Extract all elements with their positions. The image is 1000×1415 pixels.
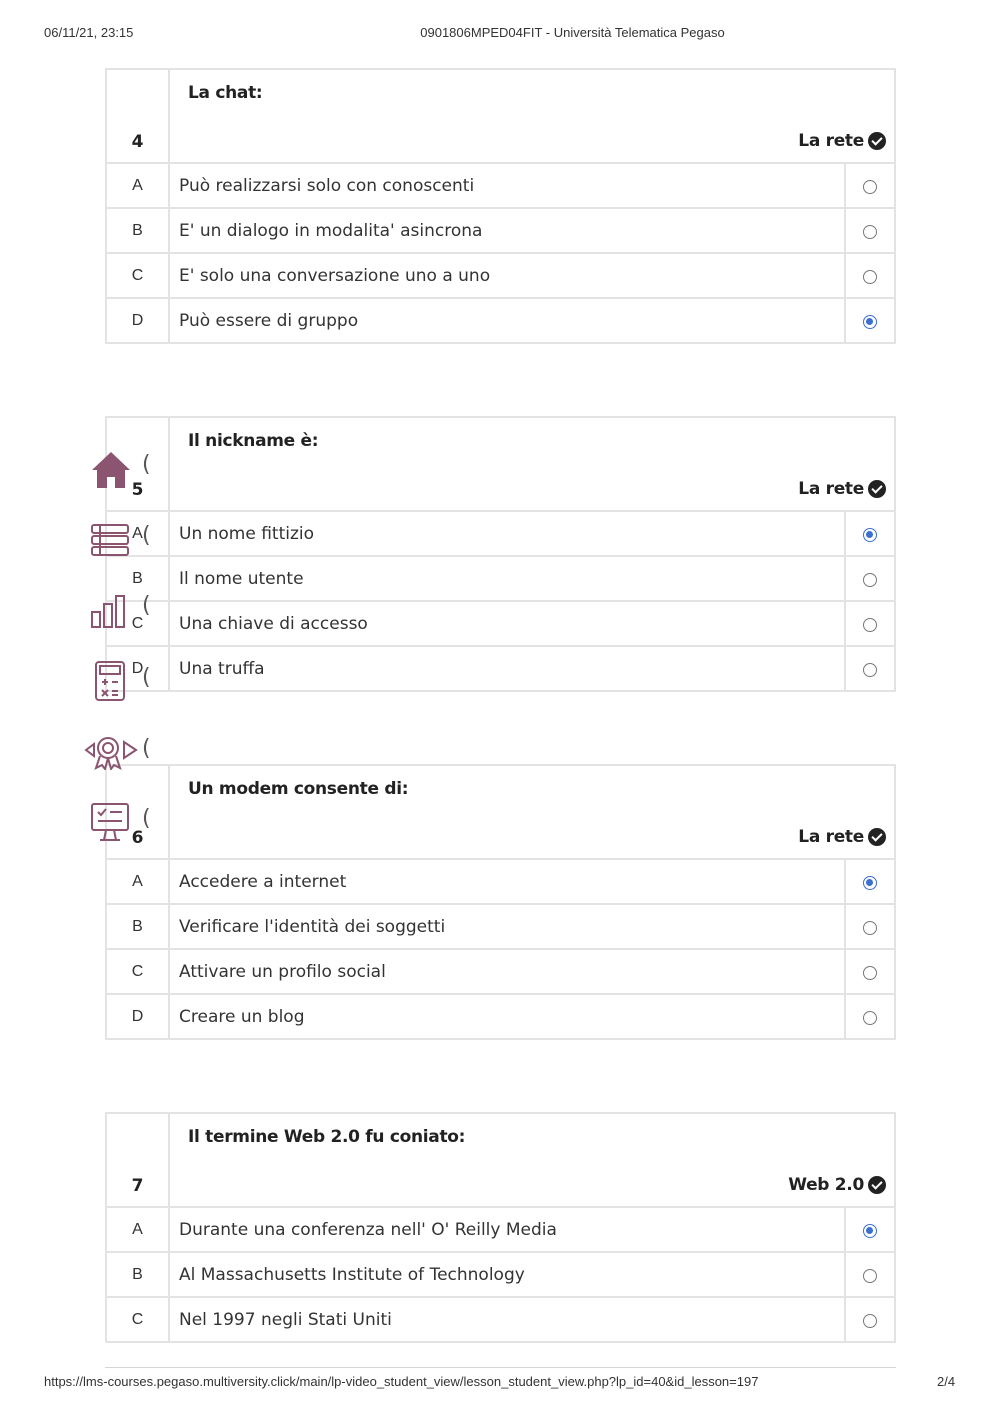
option-row[interactable]: [106, 904, 895, 949]
option-text: Può realizzarsi solo con conoscenti: [169, 163, 845, 208]
question-header: [169, 1113, 895, 1207]
radio-button-selected[interactable]: [863, 528, 877, 542]
option-row[interactable]: [106, 1252, 895, 1297]
check-circle-icon: [868, 828, 886, 846]
question-text: La chat:: [188, 83, 263, 103]
radio-button[interactable]: [863, 1269, 877, 1283]
topic-label: Web 2.0: [788, 1175, 886, 1195]
option-row[interactable]: [106, 994, 895, 1039]
option-text: Nel 1997 negli Stati Uniti: [169, 1297, 845, 1342]
option-letter: B: [106, 208, 169, 253]
books-icon[interactable]: [90, 522, 132, 558]
radio-button[interactable]: [863, 618, 877, 632]
option-letter: D: [106, 994, 169, 1039]
radio-button-selected[interactable]: [863, 876, 877, 890]
option-row[interactable]: [106, 556, 895, 601]
option-text: Creare un blog: [169, 994, 845, 1039]
menu-paren: (: [142, 665, 151, 690]
check-circle-icon: [868, 480, 886, 498]
footer-divider: [105, 1367, 896, 1368]
option-text: Il nome utente: [169, 556, 845, 601]
home-icon[interactable]: [90, 450, 132, 490]
option-text: Una chiave di accesso: [169, 601, 845, 646]
page-url: https://lms-courses.pegaso.multiversity.click/main/lp-video_student_view/lesson_student_view.php?lp_id=40&id_lesson=197: [44, 1374, 759, 1389]
option-row[interactable]: [106, 646, 895, 691]
monitor-checklist-icon[interactable]: [90, 802, 132, 842]
menu-paren: (: [142, 806, 151, 831]
radio-button[interactable]: [863, 966, 877, 980]
option-row[interactable]: [106, 1297, 895, 1342]
option-letter: C: [106, 601, 169, 646]
option-row[interactable]: [106, 298, 895, 343]
menu-paren: (: [142, 593, 151, 618]
question-number: 5: [106, 417, 169, 511]
radio-button-selected[interactable]: [863, 1224, 877, 1238]
option-text: Al Massachusetts Institute of Technology: [169, 1252, 845, 1297]
radio-button[interactable]: [863, 180, 877, 194]
radio-button[interactable]: [863, 225, 877, 239]
question-number: 6: [106, 765, 169, 859]
option-row[interactable]: [106, 163, 895, 208]
question-number: 7: [106, 1113, 169, 1207]
radio-button[interactable]: [863, 663, 877, 677]
option-letter: A: [106, 1207, 169, 1252]
option-letter: A: [106, 511, 169, 556]
option-row[interactable]: [106, 601, 895, 646]
menu-paren: (: [142, 523, 151, 548]
chart-icon[interactable]: [90, 594, 132, 630]
option-letter: C: [106, 1297, 169, 1342]
question-7: [105, 1112, 896, 1343]
radio-button[interactable]: [863, 1314, 877, 1328]
option-text: Un nome fittizio: [169, 511, 845, 556]
option-text: Attivare un profilo social: [169, 949, 845, 994]
topic-label: La rete: [798, 479, 886, 499]
option-letter: B: [106, 904, 169, 949]
option-letter: B: [106, 556, 169, 601]
option-row[interactable]: [106, 859, 895, 904]
topic-label: La rete: [798, 131, 886, 151]
question-header: [169, 417, 895, 511]
option-row[interactable]: [106, 1207, 895, 1252]
radio-button[interactable]: [863, 1011, 877, 1025]
print-title: 0901806MPED04FIT - Università Telematica Pegaso: [420, 25, 725, 40]
option-text: E' solo una conversazione uno a uno: [169, 253, 845, 298]
page-number: 2/4: [937, 1374, 956, 1389]
option-text: Una truffa: [169, 646, 845, 691]
option-letter: D: [106, 298, 169, 343]
option-letter: C: [106, 949, 169, 994]
radio-button[interactable]: [863, 573, 877, 587]
question-4: [105, 68, 896, 344]
check-circle-icon: [868, 132, 886, 150]
question-text: Il termine Web 2.0 fu coniato:: [188, 1127, 466, 1147]
print-header: [0, 25, 1000, 41]
option-letter: A: [106, 163, 169, 208]
option-letter: B: [106, 1252, 169, 1297]
option-text: Accedere a internet: [169, 859, 845, 904]
question-6: [105, 764, 896, 1040]
option-row[interactable]: [106, 511, 895, 556]
option-letter: C: [106, 253, 169, 298]
menu-paren: (: [142, 736, 151, 761]
radio-button-selected[interactable]: [863, 315, 877, 329]
check-circle-icon: [868, 1176, 886, 1194]
question-text: Il nickname è:: [188, 431, 319, 451]
question-header: [169, 765, 895, 859]
option-letter: A: [106, 859, 169, 904]
option-row[interactable]: [106, 208, 895, 253]
menu-paren: (: [142, 452, 151, 477]
radio-button[interactable]: [863, 270, 877, 284]
option-text: E' un dialogo in modalita' asincrona: [169, 208, 845, 253]
option-row[interactable]: [106, 949, 895, 994]
question-header: [169, 69, 895, 163]
option-row[interactable]: [106, 253, 895, 298]
option-text: Può essere di gruppo: [169, 298, 845, 343]
print-datetime: 06/11/21, 23:15: [44, 25, 134, 40]
calculator-icon[interactable]: [94, 660, 128, 702]
question-text: Un modem consente di:: [188, 779, 409, 799]
option-text: Verificare l'identità dei soggetti: [169, 904, 845, 949]
option-text: Durante una conferenza nell' O' Reilly Media: [169, 1207, 845, 1252]
question-number: 4: [106, 69, 169, 163]
certificate-icon[interactable]: [84, 734, 138, 770]
topic-label: La rete: [798, 827, 886, 847]
radio-button[interactable]: [863, 921, 877, 935]
option-letter: D: [106, 646, 169, 691]
question-5: [105, 416, 896, 692]
